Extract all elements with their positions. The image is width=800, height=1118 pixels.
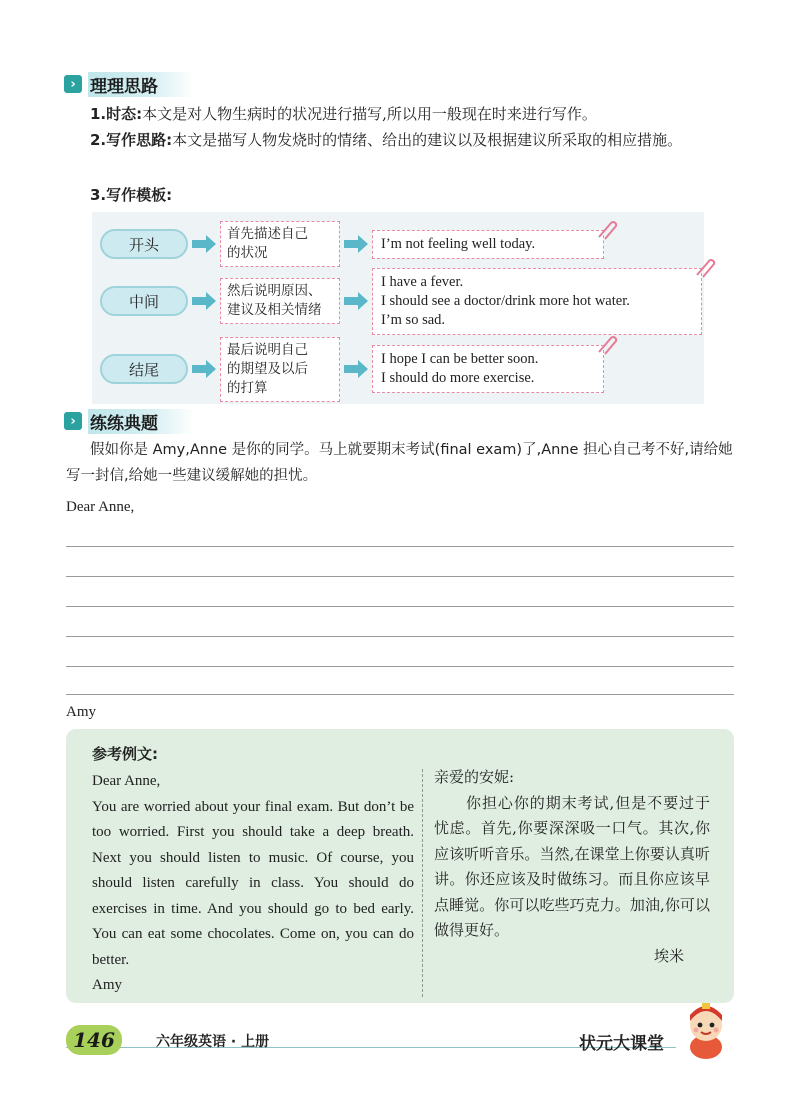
example-box bbox=[372, 268, 702, 335]
desc-line: 的期望及以后 bbox=[227, 360, 308, 377]
chinese-greeting: 亲爱的安妮: bbox=[434, 768, 515, 786]
example-box bbox=[372, 345, 604, 393]
section-heading-practice bbox=[64, 409, 194, 433]
reference-chinese bbox=[434, 765, 710, 969]
writing-line[interactable] bbox=[66, 694, 734, 695]
paperclip-icon bbox=[595, 217, 619, 247]
arrow-right-icon bbox=[192, 360, 216, 378]
tense-paragraph bbox=[66, 101, 734, 127]
paperclip-icon bbox=[693, 255, 717, 285]
english-body: You are worried about your final exam. But don’t be too worried. First you should take a deep breath. Next you should listen to music. Of course, you should listen carefully in class. You should do exercises in time. And you should go to bed early. You can eat some chocolates. Come on, you can do better. bbox=[92, 798, 414, 968]
diagram-row-opening bbox=[92, 216, 604, 272]
arrow-right-icon bbox=[344, 235, 368, 253]
stage-description bbox=[220, 337, 340, 402]
book-title: 六年级英语 · 上册 bbox=[156, 1034, 270, 1050]
writing-line[interactable] bbox=[66, 636, 734, 637]
approach-text: 本文是描写人物发烧时的情绪、给出的建议以及根据建议所采取的相应措施。 bbox=[172, 131, 683, 149]
arrow-right-icon bbox=[344, 292, 368, 310]
reference-essay-box bbox=[66, 729, 734, 1003]
approach-paragraph bbox=[66, 127, 734, 153]
diagram-row-ending bbox=[92, 338, 604, 400]
page-footer bbox=[66, 1025, 734, 1055]
section-title: 练练典题 bbox=[88, 409, 194, 434]
stage-description bbox=[220, 221, 340, 267]
column-divider bbox=[422, 769, 423, 997]
arrow-right-icon bbox=[192, 235, 216, 253]
chinese-body: 你担心你的期末考试,但是不要过于忧虑。首先,你要深深吸一口气。其次,你应该听听音乐。当然,在课堂上你要认真听讲。你还应该及时做练习。而且你应该早点睡觉。你可以吃些巧克力。加油,你可以做得更好。 bbox=[434, 793, 710, 939]
stage-pill: 结尾 bbox=[100, 354, 188, 384]
arrow-right-icon bbox=[192, 292, 216, 310]
letter-signature: Amy bbox=[66, 704, 96, 720]
arrow-icon: › bbox=[64, 412, 82, 430]
page-number: 146 bbox=[66, 1025, 122, 1055]
english-sign: Amy bbox=[92, 977, 122, 993]
arrow-icon: › bbox=[64, 75, 82, 93]
tense-text: 本文是对人物生病时的状况进行描写,所以用一般现在时来进行写作。 bbox=[142, 105, 597, 123]
desc-line: 首先描述自己 bbox=[227, 226, 308, 242]
stage-description bbox=[220, 278, 340, 324]
example-line: I’m so sad. bbox=[381, 311, 446, 328]
desc-line: 然后说明原因、 bbox=[227, 283, 322, 299]
diagram-row-middle bbox=[92, 270, 702, 332]
english-greeting: Dear Anne, bbox=[92, 773, 161, 789]
writing-line[interactable] bbox=[66, 576, 734, 577]
section-title: 理理思路 bbox=[88, 72, 194, 97]
example-line: I should do more exercise. bbox=[381, 370, 535, 386]
desc-line: 最后说明自己 bbox=[227, 341, 308, 358]
example-line: I hope I can be better soon. bbox=[381, 351, 539, 367]
example-box bbox=[372, 230, 604, 259]
desc-line: 建议及相关情绪 bbox=[227, 302, 322, 318]
tense-label: 1.时态: bbox=[90, 105, 143, 123]
mascot-icon bbox=[674, 999, 738, 1065]
reference-english bbox=[92, 769, 414, 999]
arrow-right-icon bbox=[344, 360, 368, 378]
example-line: I should see a doctor/drink more hot water. bbox=[381, 292, 630, 309]
writing-line[interactable] bbox=[66, 606, 734, 607]
desc-line: 的打算 bbox=[227, 379, 268, 396]
brand-name: 状元大课堂 bbox=[579, 1034, 664, 1054]
approach-label: 2.写作思路: bbox=[90, 131, 173, 149]
reference-title: 参考例文: bbox=[92, 745, 158, 763]
paperclip-icon bbox=[595, 332, 619, 362]
section-heading-outline bbox=[64, 72, 194, 96]
letter-salutation: Dear Anne, bbox=[66, 499, 135, 515]
writing-line[interactable] bbox=[66, 666, 734, 667]
writing-template-diagram bbox=[92, 212, 704, 404]
desc-line: 的状况 bbox=[227, 245, 268, 261]
practice-prompt: 假如你是 Amy,Anne 是你的同学。马上就要期末考试(final exam)了,Anne 担心自己考不好,请给她写一封信,给她一些建议缓解她的担忧。 bbox=[66, 442, 733, 484]
template-label: 3.写作模板: bbox=[90, 186, 173, 204]
writing-line[interactable] bbox=[66, 546, 734, 547]
example-line: I’m not feeling well today. bbox=[381, 235, 536, 252]
stage-pill: 中间 bbox=[100, 286, 188, 316]
template-heading bbox=[66, 182, 734, 208]
example-line: I have a fever. bbox=[381, 273, 464, 290]
stage-pill: 开头 bbox=[100, 229, 188, 259]
chinese-sign: 埃米 bbox=[653, 946, 684, 965]
